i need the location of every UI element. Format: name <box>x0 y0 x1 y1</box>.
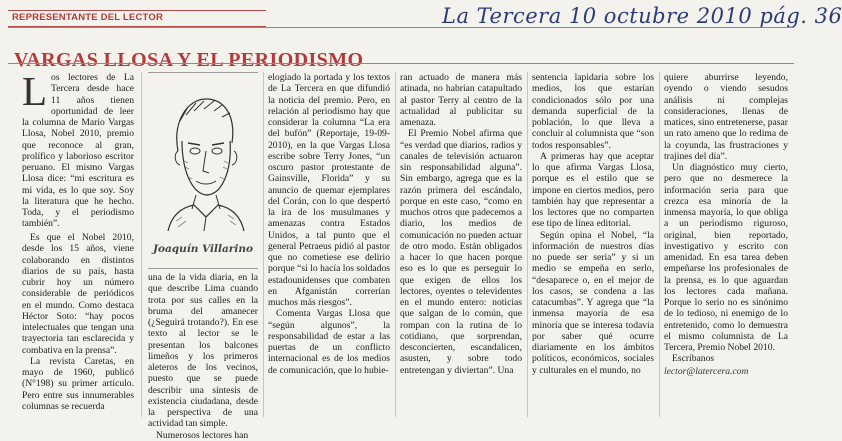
column-divider <box>141 72 142 417</box>
paragraph: La revista Caretas, en mayo de 1960, publicó (N°198) su primer artículo. Pero entre sus innumerables columnas se recuerda <box>22 355 134 412</box>
column-divider <box>659 72 660 417</box>
signoff-label: Escríbanos <box>672 353 715 365</box>
title-rule <box>8 63 794 64</box>
article-column-5 <box>532 72 654 417</box>
paragraph: El Premio Nobel afirma que “es verdad que diarios, radios y canales de televisión actuaron sin responsabilidad alguna”. Sin embargo, agrega que es la razón primera del escándalo, porque en este caso, “como en muchos otros que padecemos a diario, los medios de comunicación no pueden actuar de otro modo. Están obligados a hacer lo que hacen porque eso es lo que es perseguir lo que exigen de ellos los lectores, oyentes o televidentes en el mundo entero: noticias que salgan de lo común, que rompan con la rutina de lo cotidiano, que sorprendan, desconcierten, escandalicen, asusten, y sobre todo entretengan y diviertan”. Una <box>400 128 522 376</box>
paragraph: Comenta Vargas Llosa que “según algunos”, la responsabilidad de estar a las puertas de un conflicto internacional es de los medios de comunicación, que lo hubie- <box>268 308 390 376</box>
article-column-1 <box>22 68 134 230</box>
paragraph: quiere aburrirse leyendo, oyendo o viendo sesudos análisis ni complejas consideraciones, llenas de matices, sino entretenerse, pasar un rato ameno que lo redima de la coyunda, las frustraciones y trajines del día”. <box>664 72 788 162</box>
paragraph: elogiado la portada y los textos de La Tercera en que difundió la noticia del premio. Pero, en relación al periodismo hay que considerar la columna “La era del bufón” (Reportaje, 19-09-2010), en la que Vargas Llosa escribe sobre Terry Jones, “un oscuro pastor protestante de Gainsville, Florida” y su anuncio de quemar ejemplares del Corán, con lo que despertó la ira de los musulmanes y amenazas contra Estados Unidos, a tal punto que el general Petraeus pidió al pastor que no cometiese ese delirio porque “si lo hacía los soldados estadounidenses que combaten en Afganistán correrían muchos más riesgos”. <box>268 72 390 308</box>
author-box <box>148 72 258 269</box>
paragraph-text: os lectores de La Tercera desde hace 11 años tienen oportunidad de leer la columna de Mario Vargas Llosa, Nobel 2010, premio que reconoce al gran, prolífico y laborioso escritor peruano. El mismo Vargas Llosa dice: “mi escritura es mi vida, es lo que soy. Soy la literatura que he hecho. Toda, y el periodismo también”. <box>22 72 134 230</box>
author-name: Joaquín Villarino <box>153 243 253 255</box>
drop-cap: L <box>22 68 48 114</box>
paragraph: una de la vida diaria, en la que describe Lima cuando trota por sus calles en la bruma del amanecer (¿Seguirá trotando?). En ese texto al lector se le presentan los balcones limeños y los primeros aleteros de los vecinos, puesto que se puede describir una síntesis de existencia ciudadana, desde la perspectiva de una actividad tan simple. <box>148 272 258 430</box>
article-title: VARGAS LLOSA Y EL PERIODISMO <box>14 49 364 72</box>
paragraph: ran actuado de manera más atinada, no habrían catapultado al pastor Terry al centro de la actualidad al publicitar su amenaza. <box>400 72 522 128</box>
column-divider <box>527 72 528 417</box>
article-column-1-continued <box>22 232 134 417</box>
section-bar <box>8 10 266 27</box>
author-portrait-illustration <box>158 81 248 231</box>
column-divider <box>395 72 396 417</box>
article-column-2 <box>148 272 258 441</box>
signoff <box>664 353 788 377</box>
handwritten-note: La Tercera 10 octubre 2010 pág. 36 <box>442 4 842 28</box>
top-rule <box>8 27 794 28</box>
paragraph: A primeras hay que aceptar lo que afirma Vargas Llosa, porque es el estilo que se impone en ciertos medios, pero también hay que representar a los lectores que no comparten ese tipo de línea editorial. <box>532 150 654 230</box>
contact-email: lector@latercera.com <box>664 365 749 377</box>
paragraph: sentencia lapidaria sobre los medios, los que estarían condicionados sólo por una demanda superficial de la población, lo que lleva a concluir al columnista que “son todos responsables”. <box>532 72 654 151</box>
section-label: REPRESENTANTE DEL LECTOR <box>12 12 164 23</box>
article-column-6 <box>664 72 788 417</box>
column-divider <box>263 72 264 417</box>
paragraph: Un diagnóstico muy cierto, pero que no desmerece la información seria para que crezca esa minoría de la inmensa mayoría, lo que obliga a un periodismo riguroso, original, bien reportado, investigativo y escrito con amenidad. En esa tarea deben empeñarse los profesionales de la prensa, es lo que aguardan los lectores cada mañana. Porque lo serio no es sinónimo de lo tedioso, ni enemigo de lo entretenido, como lo demuestra el mismo columnista de La Tercera, Premio Nobel 2010. <box>664 162 788 353</box>
paragraph: Es que el Nobel 2010, desde los 15 años, viene colaborando en distintos diarios de su país, hasta cubrir hoy un número considerable de periódicos en el mundo. Como destaca Héctor Soto: “hay pocos intelectuales que tengan una trayectoria tan esclarecida y combativa en la prensa”. <box>22 232 134 356</box>
paragraph <box>22 68 134 230</box>
article-column-3 <box>268 72 390 417</box>
paragraph: Según opina el Nobel, “la información de nuestros días no puede ser seria” y si un medio se empeña en serlo, “desaparece o, en el mejor de los casos, se condena a las catacumbas”. Y agrega que “la inmensa mayoría de esa minoría que se interesa todavía por saber qué ocurre diariamente en los ámbitos políticos, económicos, sociales y culturales en el mundo, no <box>532 229 654 376</box>
paragraph: Numerosos lectores han <box>156 429 249 441</box>
article-column-4 <box>400 72 522 417</box>
